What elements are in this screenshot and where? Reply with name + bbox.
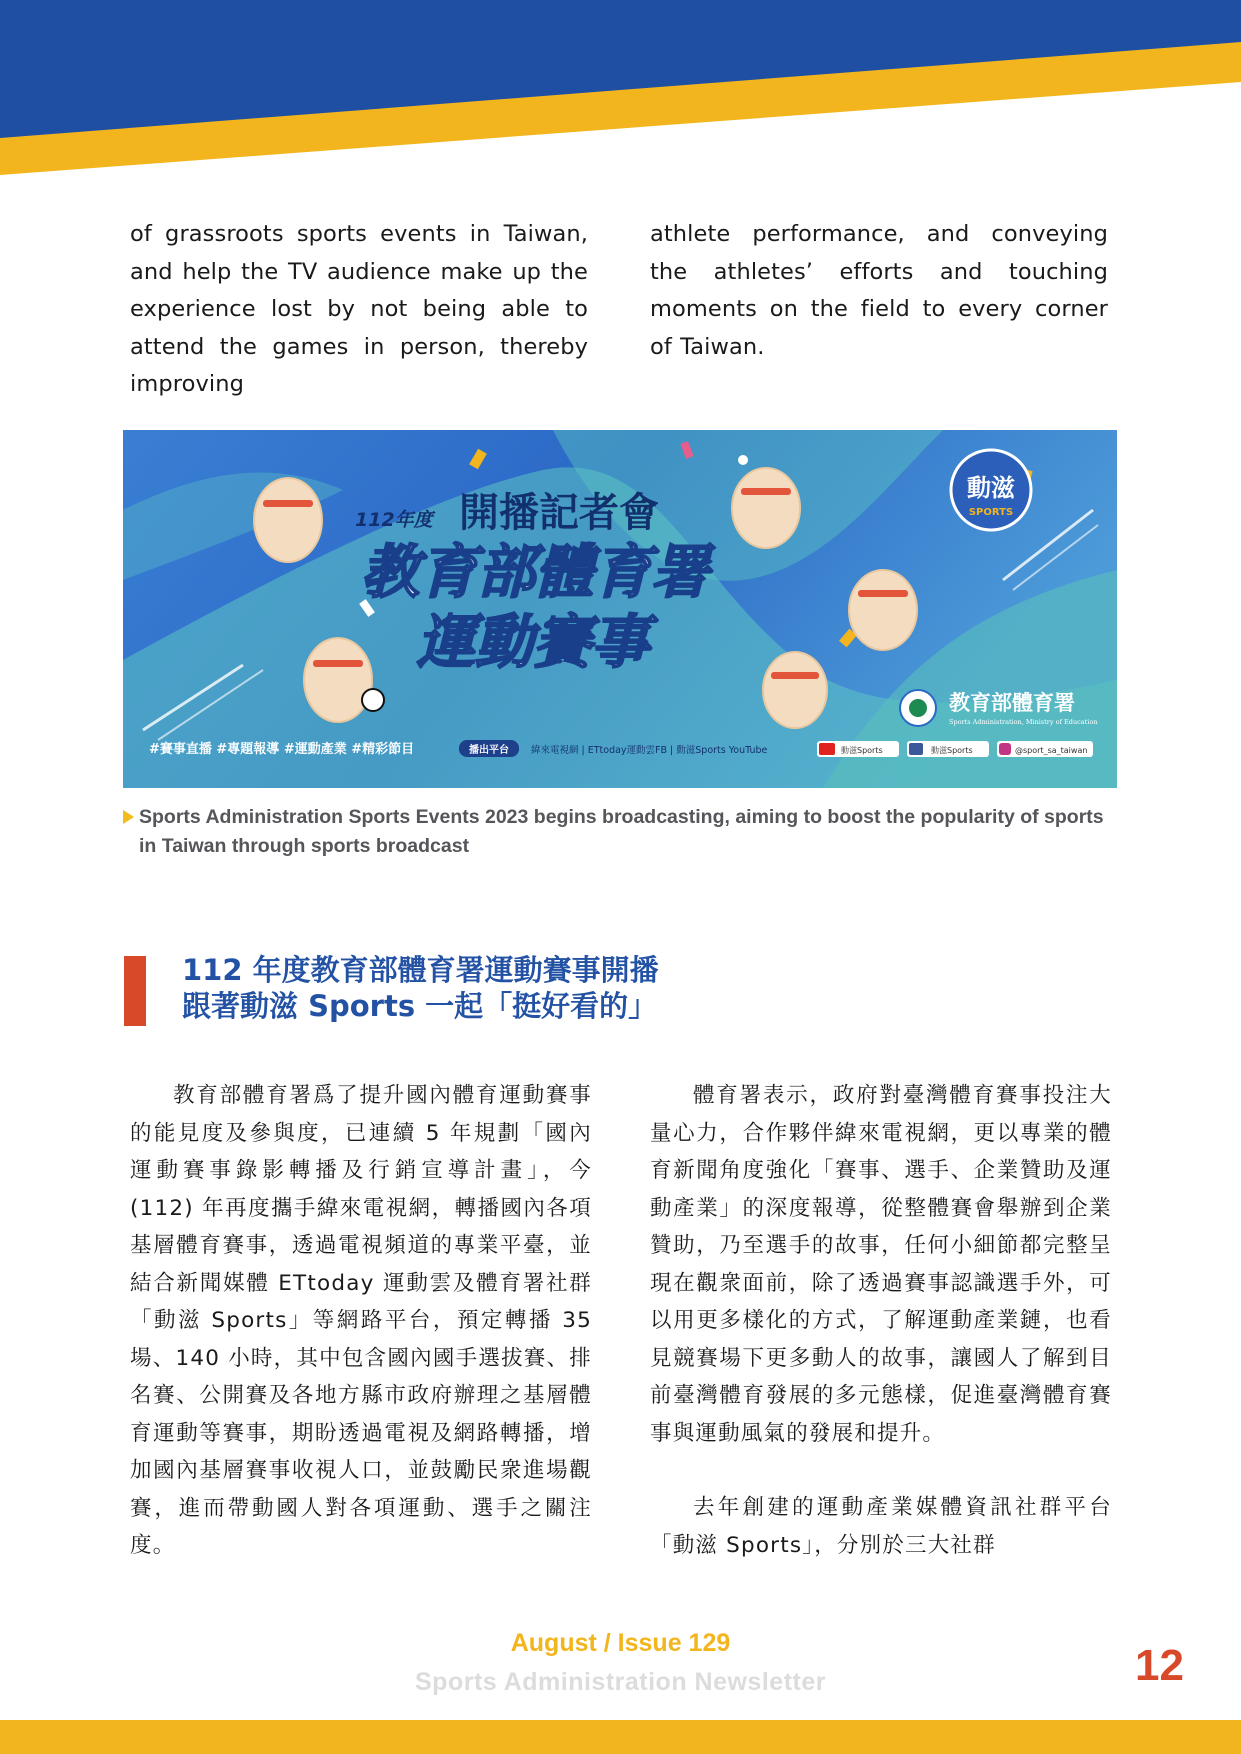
body-paragraph: 去年創建的運動產業媒體資訊社群平台「動滋 Sports」，分別於三大社群 xyxy=(650,1495,1112,1558)
banner-social-instagram: @sport_sa_taiwan xyxy=(1015,746,1088,755)
body-paragraph: 體育署表示，政府對臺灣體育賽事投注大量心力，合作夥伴緯來電視網，更以專業的體育新聞角度強化「賽事、選手、企業贊助及運動產業」的深度報導，從整體賽會舉辦到企業贊助，乃至選手的故事，任何小細節都完整呈現在觀衆面前，除了透過賽事認識選手外，可以用更多樣化的方式，了解運動產業鏈，也看見競賽場下更多動人的故事，讓國人了解到目前臺灣體育發展的多元態樣，促進臺灣體育賽事與運動風氣的發展和提升。 xyxy=(650,1083,1112,1446)
intro-text-right: athlete performance, and conveying the athletes’ efforts and touching moments on the field to every corner of Taiwan. xyxy=(650,221,1108,360)
header-band xyxy=(0,0,1241,180)
banner-event-title: 開播記者會 xyxy=(459,490,659,536)
caption-arrow-icon xyxy=(123,810,134,824)
banner-badge: 動滋 xyxy=(967,474,1015,502)
banner-main-line1: 教育部體育署 xyxy=(361,538,710,606)
intro-text-left: of grassroots sports events in Taiwan, and help the TV audience make up the experience lost by not being able to attend the games in person, thereby improving xyxy=(130,221,588,397)
body-column-left xyxy=(130,1077,592,1565)
section-heading-line1: 112 年度教育部體育署運動賽事開播 xyxy=(182,953,659,987)
footer-bar xyxy=(0,1720,1241,1754)
section-heading xyxy=(182,952,882,1024)
banner-channels: 緯來電視網 | ETtoday運動雲FB | 動滋Sports YouTube xyxy=(531,745,768,756)
issue-label: August / Issue 129 xyxy=(510,1629,731,1657)
caption-text: Sports Administration Sports Events 2023 begins broadcasting, aiming to boost the popularity of sports in Taiwan through sports broadcast xyxy=(139,806,1104,857)
banner-year-title: 112年度 xyxy=(355,509,433,531)
banner-social-youtube: 動滋Sports xyxy=(841,746,883,755)
image-caption xyxy=(123,803,1123,861)
section-heading-line2: 跟著動滋 Sports 一起「挺好看的」 xyxy=(182,989,658,1023)
page-number: 12 xyxy=(1135,1641,1184,1690)
heading-accent-bar xyxy=(124,956,146,1026)
banner-tags: #賽事直播 #專題報導 #運動產業 #精彩節目 xyxy=(149,742,415,757)
body-paragraph: 教育部體育署爲了提升國內體育運動賽事的能見度及參與度，已連續 5 年規劃「國內運動賽事錄影轉播及行銷宣導計畫」，今 (112) 年再度攜手緯來電視網，轉播國內各項基層體育賽事，透過電視頻道的專業平臺，並結合新聞媒體 ETtoday 運動雲及體育署社群「動滋 Sports」等網路平台，預定轉播 35 場、140 小時，其中包含國內國手選拔賽、排名賽、公開賽及各地方縣市政府辦理之基層體育運動等賽事，期盼透過電視及網路轉播，增加國內基層賽事收視人口，並鼓勵民衆進場觀賽，進而帶動國人對各項運動、選手之關注度。 xyxy=(130,1083,592,1558)
body-column-right xyxy=(650,1077,1112,1564)
banner-org-name: 教育部體育署 xyxy=(949,691,1075,715)
banner-org-sub: Sports Administration, Ministry of Education xyxy=(949,718,1098,726)
newsletter-title: Sports Administration Newsletter xyxy=(415,1668,826,1696)
banner-platform-label: 播出平台 xyxy=(469,745,509,756)
banner-social-facebook: 動滋Sports xyxy=(931,746,973,755)
press-conference-banner xyxy=(123,430,1117,788)
banner-badge-sub: SPORTS xyxy=(968,507,1014,518)
banner-main-line2: 運動賽事 xyxy=(417,608,650,676)
